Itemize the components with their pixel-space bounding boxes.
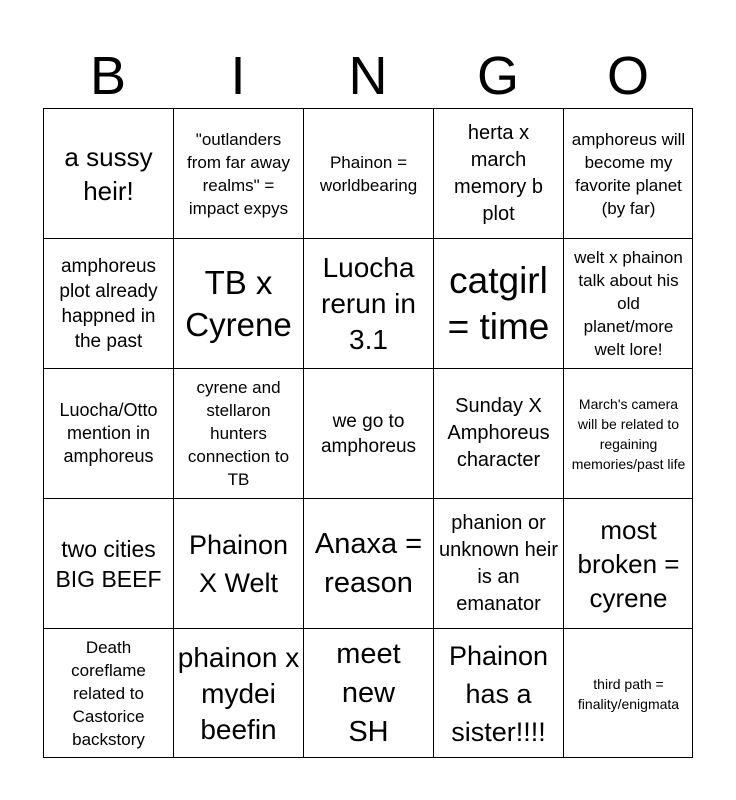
bingo-cell[interactable]: [433, 368, 563, 498]
header-letter-g: G: [476, 46, 519, 106]
bingo-cell[interactable]: [563, 498, 693, 628]
cell-text: herta x march memory b plot: [454, 121, 543, 225]
bingo-cell[interactable]: [43, 368, 173, 498]
cell-text: phainon x mydei beefin: [177, 641, 300, 745]
cell-text: cyrene and stellaron hunters connection to TB: [187, 378, 290, 489]
cell-text: meet new SH: [336, 638, 401, 748]
cell-text: phanion or unknown heir is an emanator: [439, 511, 558, 615]
cell-text: amphoreus plot already happned in the past: [59, 255, 158, 352]
cell-text: Sunday X Amphoreus character: [447, 395, 550, 471]
bingo-cell[interactable]: [173, 108, 303, 238]
bingo-cell[interactable]: [43, 498, 173, 628]
bingo-header: [43, 44, 693, 108]
bingo-cell[interactable]: [433, 628, 563, 758]
bingo-cell[interactable]: [563, 108, 693, 238]
bingo-cell[interactable]: [43, 238, 173, 368]
cell-text: "outlanders from far away realms" = impact expys: [187, 129, 290, 218]
cell-text: third path = finality/enigmata: [577, 675, 680, 712]
bingo-cell[interactable]: [303, 628, 433, 758]
cell-text: Luocha rerun in 3.1: [321, 251, 416, 355]
cell-text: catgirl = time: [447, 259, 550, 347]
cell-text: two cities BIG BEEF: [55, 535, 162, 592]
bingo-cell[interactable]: [173, 368, 303, 498]
cell-text: TB x Cyrene: [185, 263, 292, 343]
cell-text: we go to amphoreus: [320, 410, 417, 457]
cell-text: Phainon has a sister!!!!: [448, 640, 549, 747]
cell-text: a sussy heir!: [64, 141, 153, 206]
header-letter-i: I: [230, 46, 246, 106]
bingo-cell[interactable]: [563, 368, 693, 498]
bingo-cell[interactable]: [303, 238, 433, 368]
bingo-cell[interactable]: [303, 108, 433, 238]
header-letter-n: N: [348, 46, 388, 106]
bingo-cell[interactable]: [43, 628, 173, 758]
bingo-cell[interactable]: [433, 498, 563, 628]
cell-text: Anaxa = reason: [314, 527, 423, 599]
bingo-cell[interactable]: [433, 108, 563, 238]
bingo-cell[interactable]: [303, 368, 433, 498]
cell-text: Luocha/Otto mention in amphoreus: [59, 400, 158, 466]
bingo-cell[interactable]: [173, 498, 303, 628]
bingo-cell[interactable]: [433, 238, 563, 368]
cell-text: most broken = cyrene: [577, 514, 680, 613]
cell-text: amphoreus will become my favorite planet (by far): [571, 129, 686, 218]
cell-text: Phainon X Welt: [188, 529, 289, 598]
header-letter-o: O: [606, 46, 649, 106]
header-letter-b: B: [89, 46, 127, 106]
bingo-cell[interactable]: [563, 628, 693, 758]
bingo-cell[interactable]: [173, 238, 303, 368]
bingo-cell[interactable]: [303, 498, 433, 628]
bingo-cell[interactable]: [563, 238, 693, 368]
bingo-cell[interactable]: [43, 108, 173, 238]
bingo-grid: [43, 108, 693, 758]
cell-text: March's camera will be related to regaining memories/past life: [571, 395, 686, 472]
bingo-cell[interactable]: [173, 628, 303, 758]
cell-text: Phainon = worldbearing: [319, 152, 418, 195]
cell-text: welt x phainon talk about his old planet/more welt lore!: [574, 248, 683, 359]
cell-text: Death coreflame related to Castorice backstory: [71, 638, 146, 749]
